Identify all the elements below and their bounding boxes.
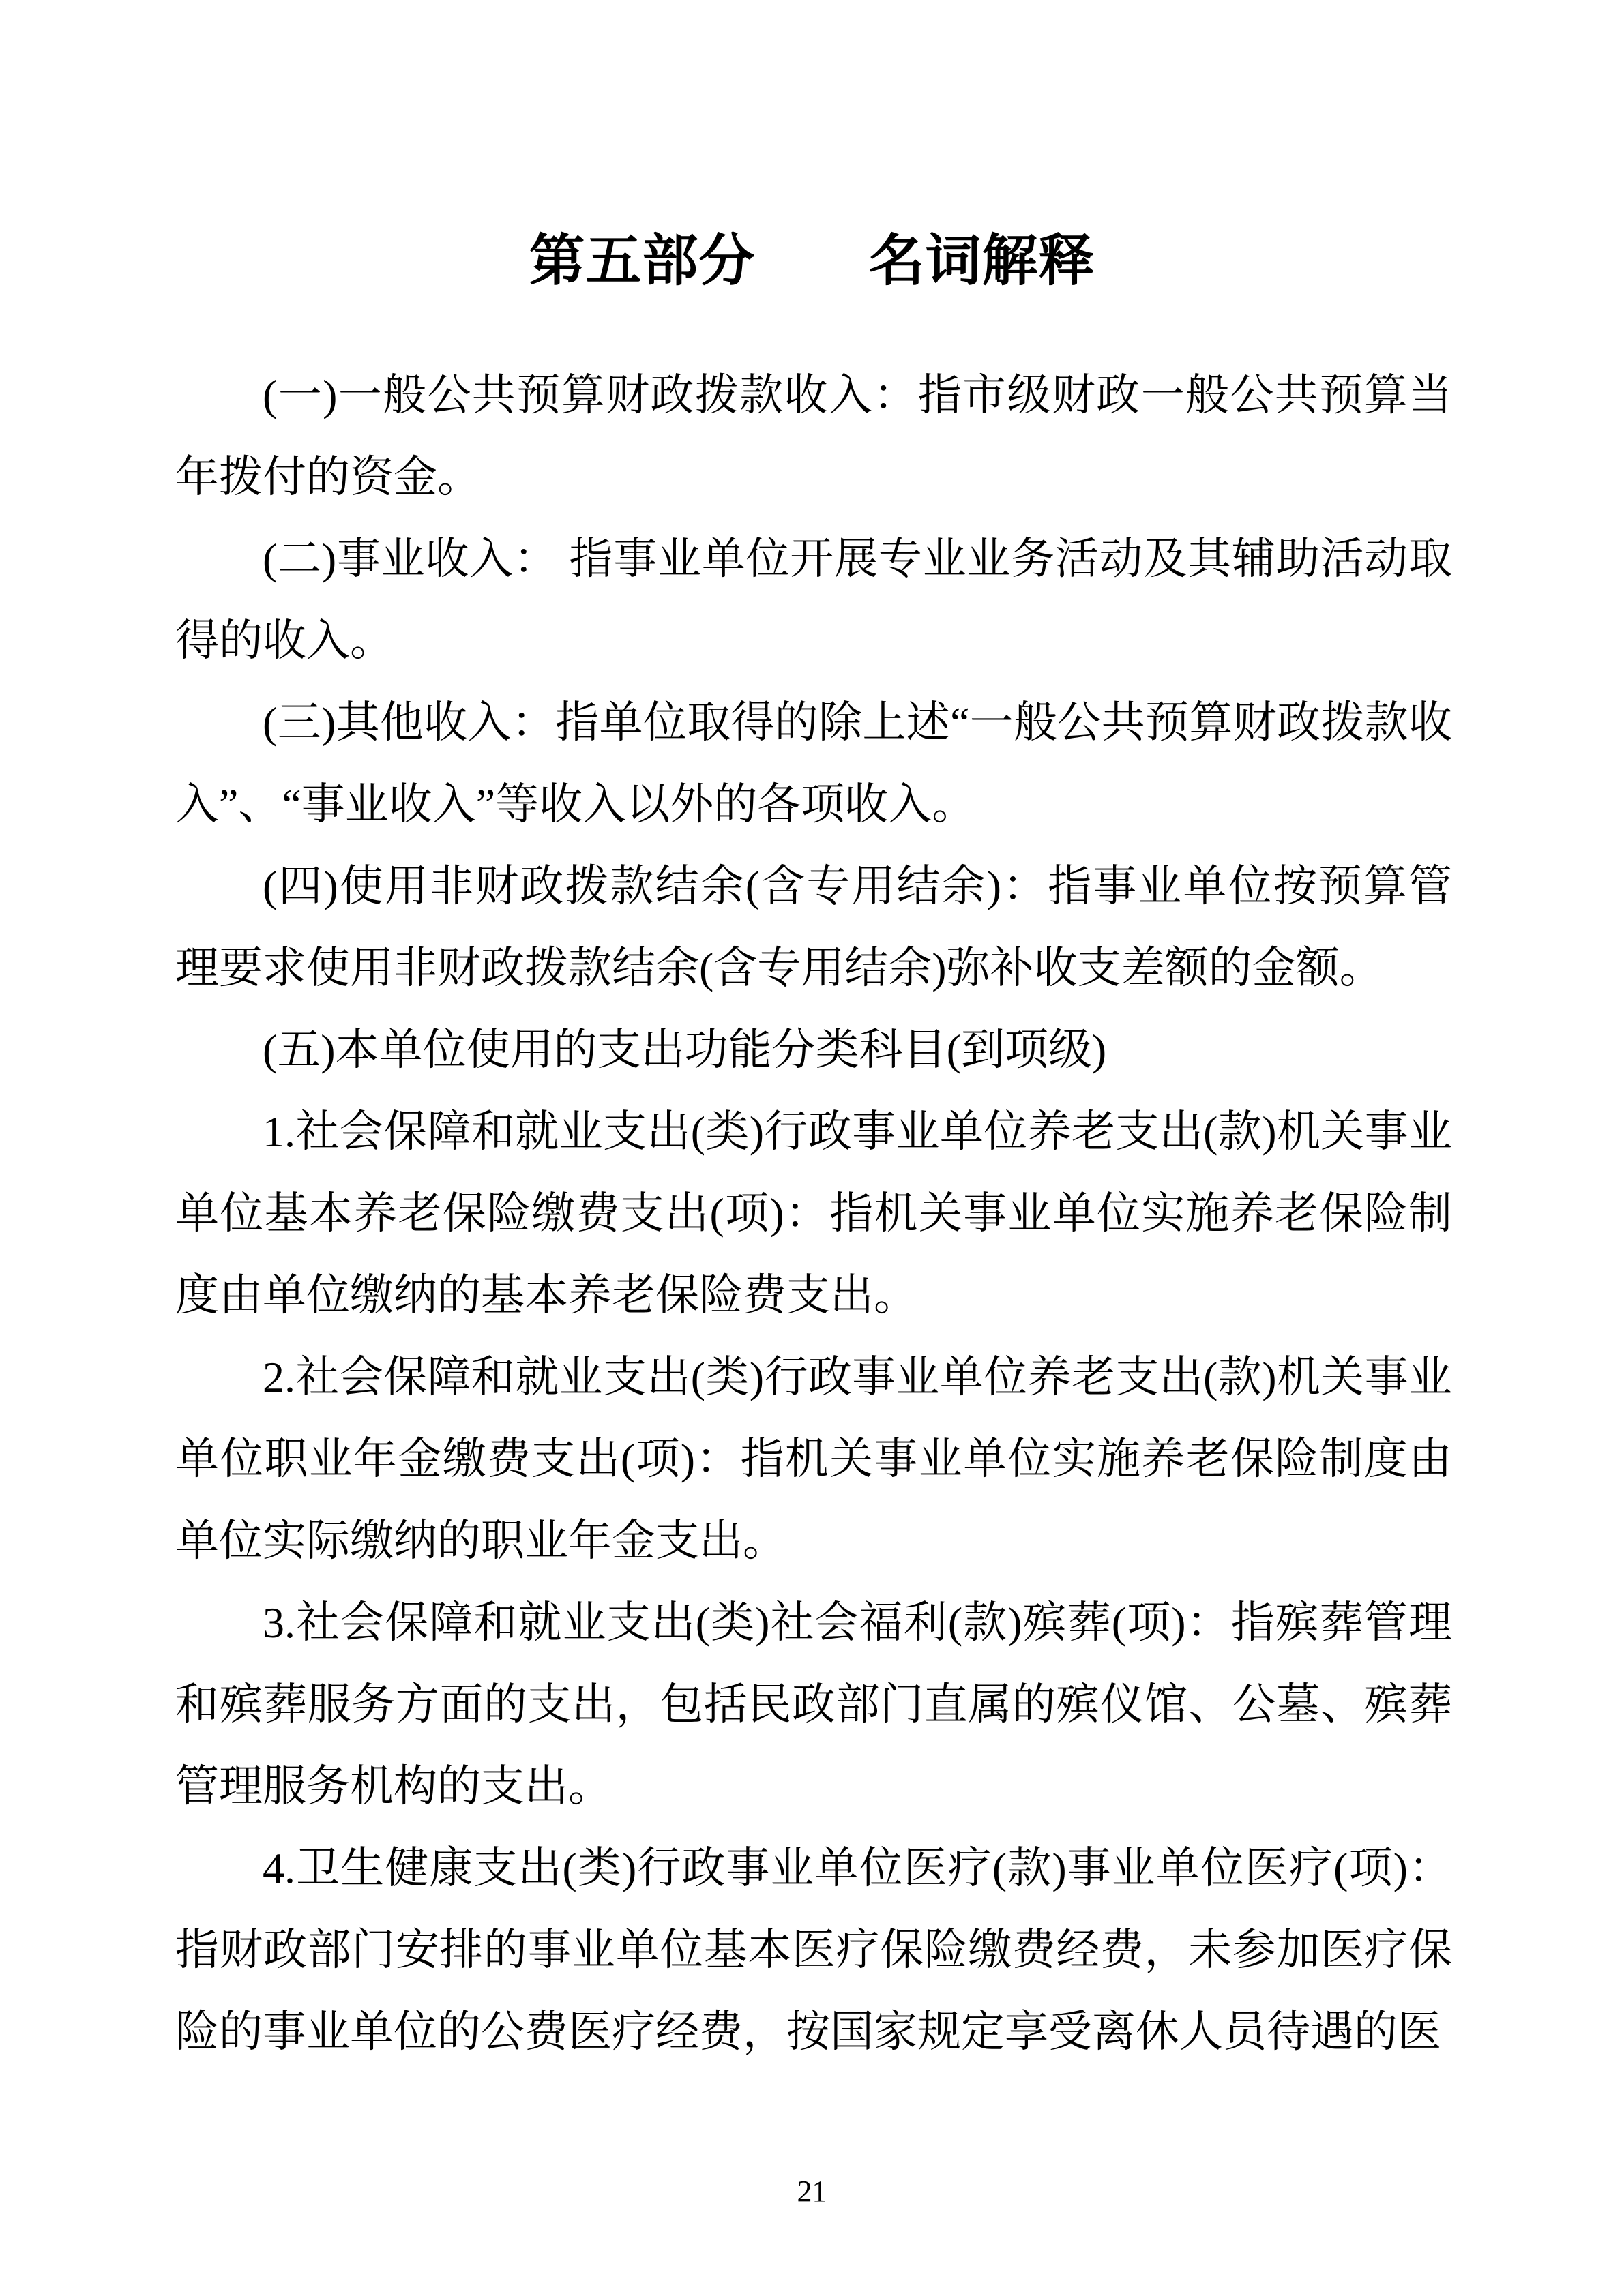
document-body <box>175 355 1452 2073</box>
paragraph-item-4: 4.卫生健康支出(类)行政事业单位医疗(款)事业单位医疗(项)：指财政部门安排的事业单位基本医疗保险缴费经费，未参加医疗保险的事业单位的公费医疗经费，按国家规定享受离休人员待遇的医 <box>175 1844 1452 2056</box>
page-number: 21 <box>797 2175 827 2208</box>
paragraph-definition-4: (四)使用非财政拨款结余(含专用结余)：指事业单位按预算管理要求使用非财政拨款结余(含专用结余)弥补收支差额的金额。 <box>175 862 1452 992</box>
paragraph-definition-2: (二)事业收入： 指事业单位开展专业业务活动及其辅助活动取得的收入。 <box>175 535 1452 665</box>
paragraph-definition-3: (三)其他收入：指单位取得的除上述“一般公共预算财政拨款收入”、“事业收入”等收入以外的各项收入。 <box>175 698 1452 829</box>
paragraph-item-2: 2.社会保障和就业支出(类)行政事业单位养老支出(款)机关事业单位职业年金缴费支出(项)：指机关事业单位实施养老保险制度由单位实际缴纳的职业年金支出。 <box>175 1353 1452 1565</box>
paragraph-item-1: 1.社会保障和就业支出(类)行政事业单位养老支出(款)机关事业单位基本养老保险缴费支出(项)：指机关事业单位实施养老保险制度由单位缴纳的基本养老保险费支出。 <box>175 1107 1452 1320</box>
page-title: 第五部分 名词解释 <box>529 230 1095 292</box>
paragraph-item-3: 3.社会保障和就业支出(类)社会福利(款)殡葬(项)：指殡葬管理和殡葬服务方面的支出，包括民政部门直属的殡仪馆、公墓、殡葬管理服务机构的支出。 <box>175 1598 1452 1810</box>
paragraph-definition-5: (五)本单位使用的支出功能分类科目(到项级) <box>263 1026 1107 1074</box>
paragraph-definition-1: (一)一般公共预算财政拨款收入：指市级财政一般公共预算当年拨付的资金。 <box>175 371 1452 501</box>
